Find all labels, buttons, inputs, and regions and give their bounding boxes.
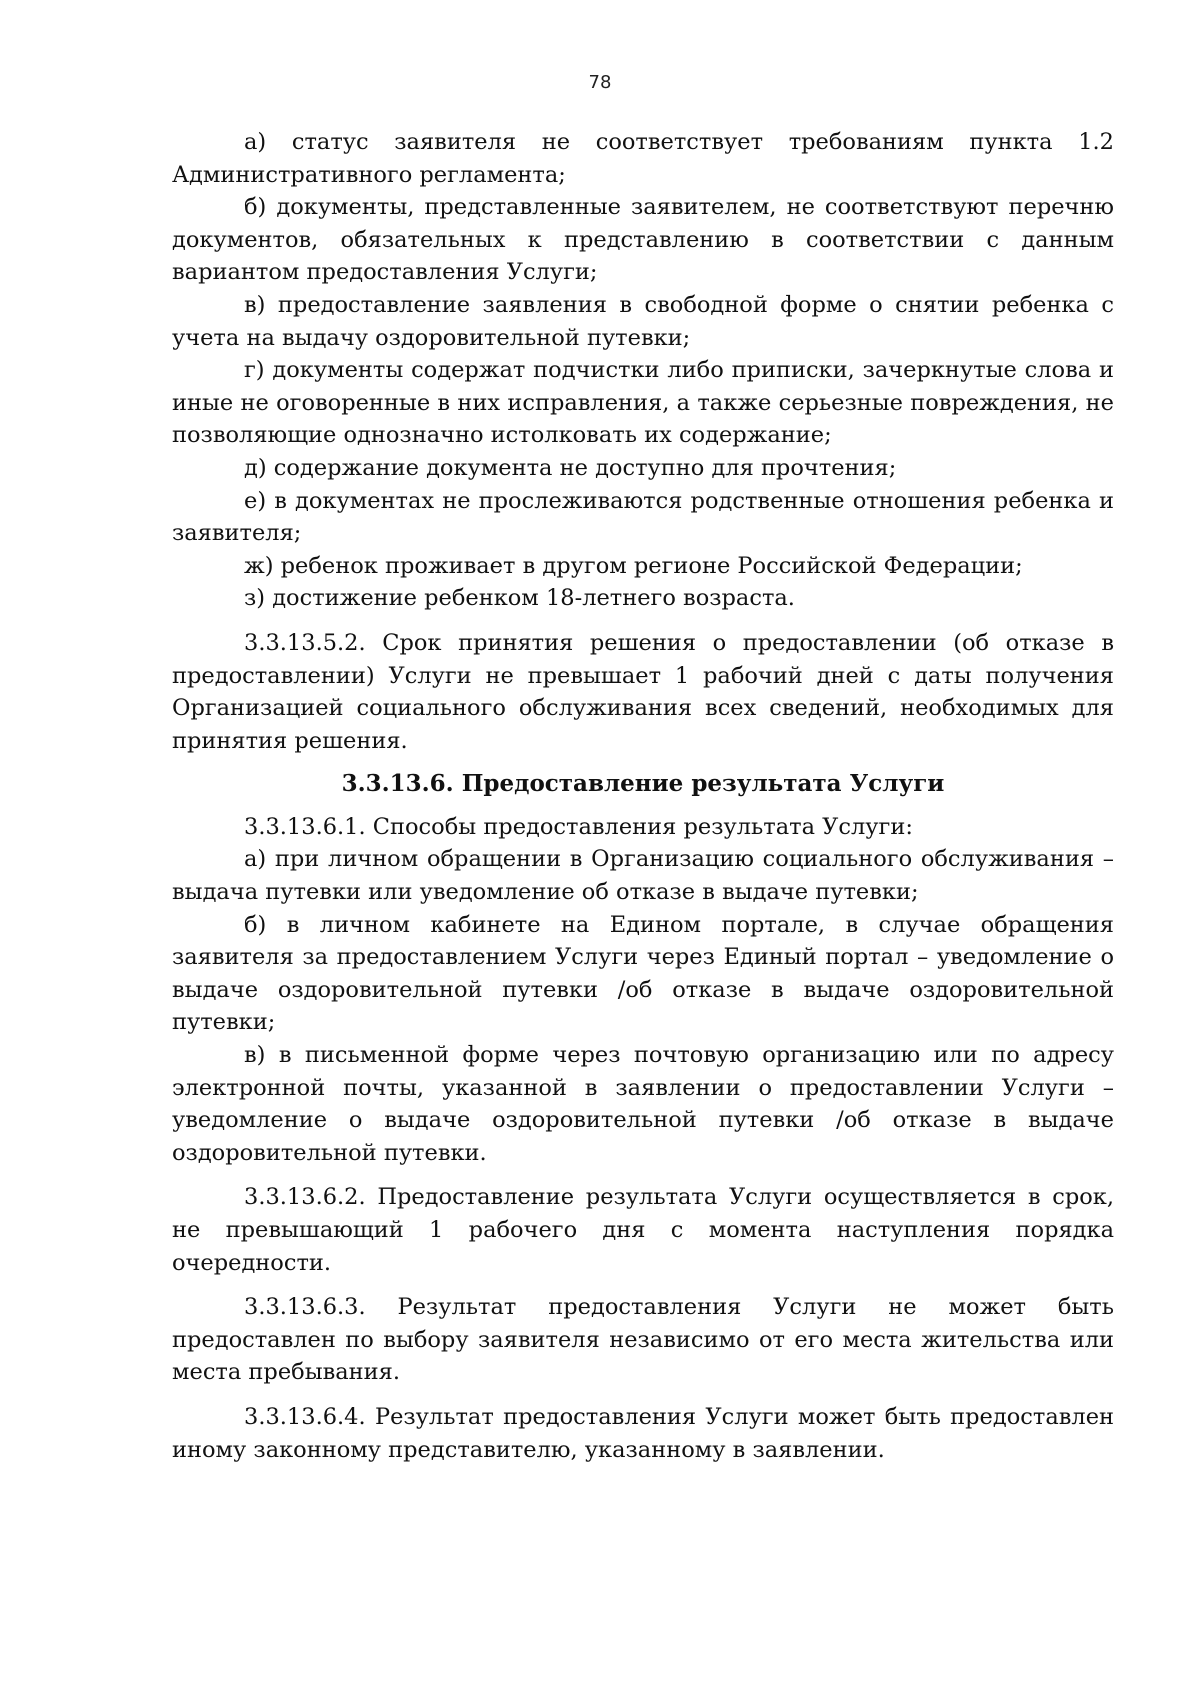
method-item-b: б) в личном кабинете на Едином портале, в случае обращения заявителя за предоставлением Услуги через Единый портал – уведомление о выдаче оздоровительной путевки /об отказе в выдаче оздоровительной путевки; [172, 911, 1114, 1036]
paragraph-3-3-13-6-4: 3.3.13.6.4. Результат предоставления Услуги может быть предоставлен иному законному представителю, указанному в заявлении. [172, 1403, 1114, 1463]
page-body [172, 126, 1114, 1466]
paragraph-3-3-13-6-1: 3.3.13.6.1. Способы предоставления результата Услуги: [244, 813, 913, 840]
method-item-v: в) в письменной форме через почтовую организацию или по адресу электронной почты, указанной в заявлении о предоставлении Услуги – уведомление о выдаче оздоровительной путевки /об отказе в выдаче оздоровительной путевки. [172, 1042, 1114, 1166]
paragraph-3-3-13-6-3: 3.3.13.6.3. Результат предоставления Услуги не может быть предоставлен по выбору заявителя независимо от его места жительства или места пребывания. [172, 1294, 1114, 1386]
section-heading: 3.3.13.6. Предоставление результата Услуги [341, 770, 945, 798]
list-item-a: а) статус заявителя не соответствует требованиям пункта 1.2 Административного регламента; [172, 129, 1114, 188]
list-item-z: з) достижение ребенком 18-летнего возраста. [244, 585, 795, 612]
list-item-d: д) содержание документа не доступно для прочтения; [244, 454, 897, 481]
paragraph-3-3-13-6-2: 3.3.13.6.2. Предоставление результата Услуги осуществляется в срок, не превышающий 1 рабочего дня с момента наступления порядка очередности. [172, 1184, 1114, 1276]
method-item-a: а) при личном обращении в Организацию социального обслуживания – выдача путевки или уведомление об отказе в выдаче путевки; [172, 846, 1114, 906]
list-item-v: в) предоставление заявления в свободной форме о снятии ребенка с учета на выдачу оздоровительной путевки; [172, 291, 1114, 351]
list-item-g: г) документы содержат подчистки либо приписки, зачеркнутые слова и иные не оговоренные в них исправления, а также серьезные повреждения, не позволяющие однозначно истолковать их содержание; [172, 357, 1114, 449]
page-number: 78 [588, 72, 612, 93]
list-item-zh: ж) ребенок проживает в другом регионе Российской Федерации; [244, 552, 1023, 579]
paragraph-3-3-13-5-2: 3.3.13.5.2. Срок принятия решения о предоставлении (об отказе в предоставлении) Услуги не превышает 1 рабочий дней с даты получения Организацией социального обслуживания всех сведений, необходимых для принятия решения. [172, 629, 1114, 754]
list-item-e: е) в документах не прослеживаются родственные отношения ребенка и заявителя; [172, 487, 1114, 547]
list-item-b: б) документы, представленные заявителем, не соответствуют перечню документов, обязательных к представлению в соответствии с данным вариантом предоставления Услуги; [172, 194, 1114, 286]
